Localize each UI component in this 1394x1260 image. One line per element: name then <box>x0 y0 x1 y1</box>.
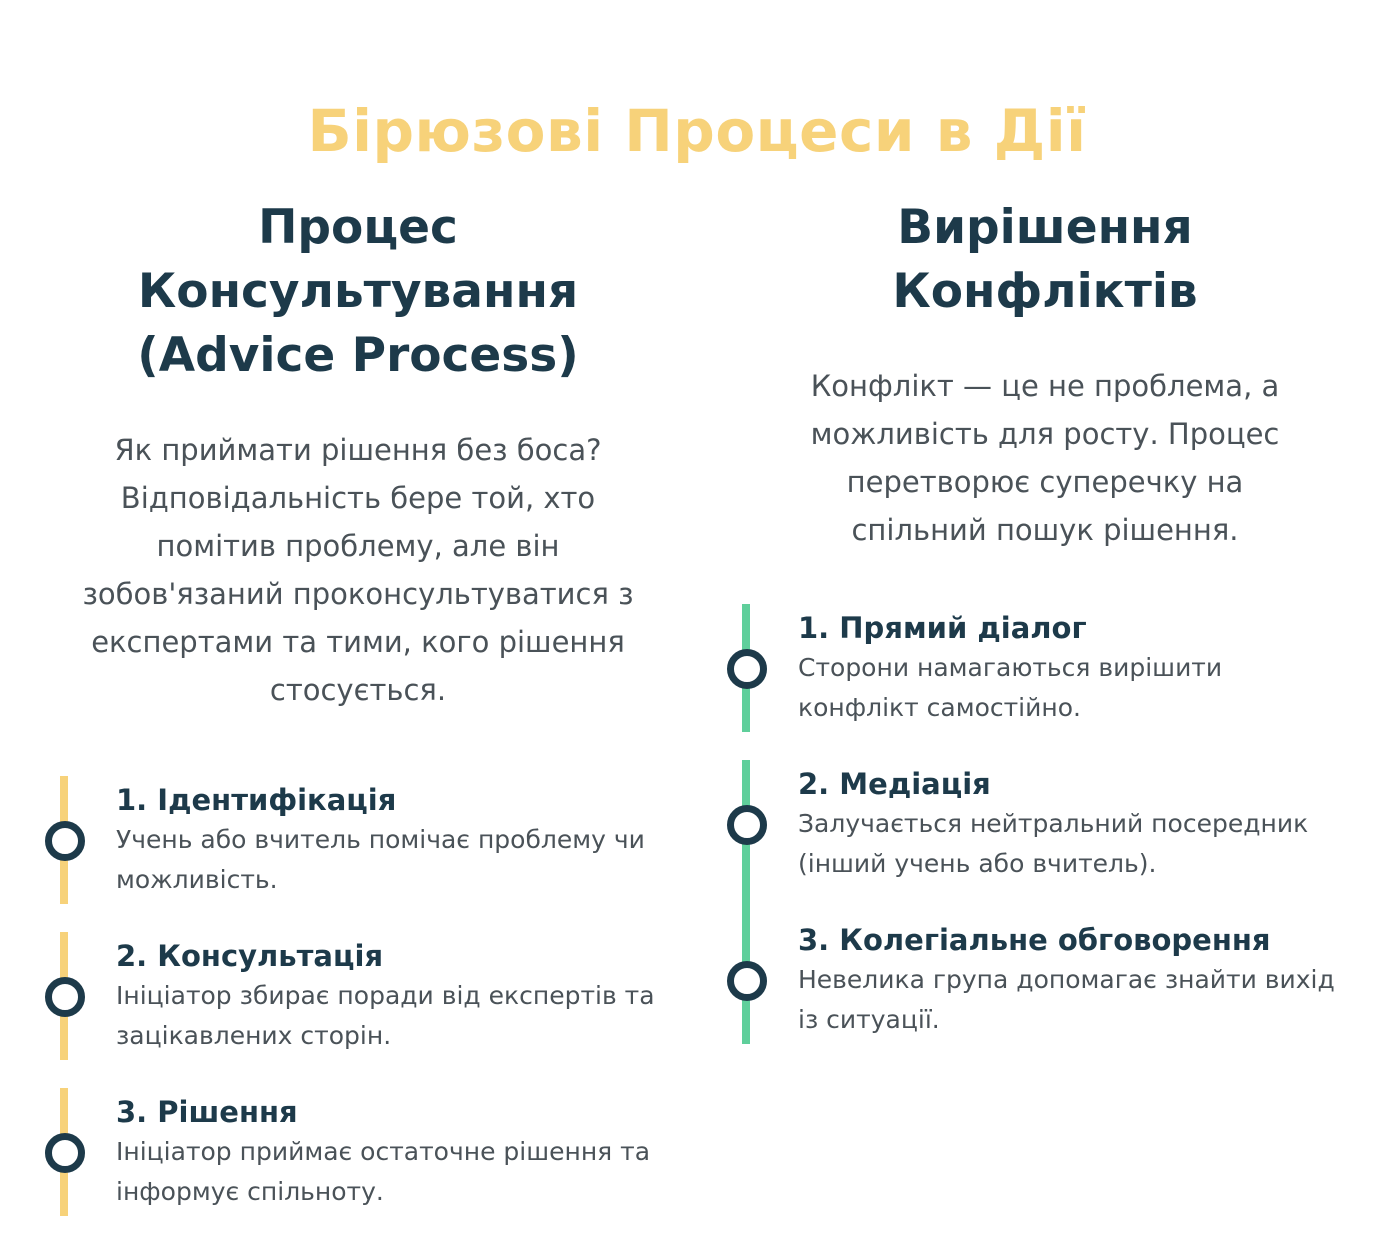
timeline-dot-icon <box>727 649 767 689</box>
advice-title-line-1: Процес <box>258 200 458 255</box>
advice-timeline <box>58 776 658 1212</box>
timeline-dot-icon <box>45 1133 85 1173</box>
timeline-dot-icon <box>45 821 85 861</box>
advice-process-title <box>58 196 658 388</box>
conflict-step-dialogue <box>740 604 1350 728</box>
step-description: Ініціатор збирає поради від експертів та зацікавлених сторін. <box>116 981 655 1050</box>
advice-title-line-3: (Advice Process) <box>137 328 579 383</box>
conflict-resolution-intro: Конфлікт — це не проблема, а можливість для росту. Процес перетворює суперечку на спільний пошук рішення. <box>810 369 1280 547</box>
advice-step-decision <box>58 1088 658 1212</box>
page-title: Бірюзові Процеси в Дії <box>307 96 1087 165</box>
advice-step-identification <box>58 776 658 900</box>
conflict-step-mediation <box>740 760 1350 884</box>
conflict-step-collegial-discussion <box>740 916 1350 1040</box>
timeline-dot-icon <box>727 805 767 845</box>
step-title: 3. Колегіальне обговорення <box>798 923 1271 957</box>
conflict-resolution-section <box>740 196 1350 1072</box>
step-description: Невелика група допомагає знайти вихід із ситуації. <box>798 965 1335 1034</box>
step-description: Ініціатор приймає остаточне рішення та інформує спільноту. <box>116 1137 651 1206</box>
advice-step-consultation <box>58 932 658 1056</box>
step-description: Залучається нейтральний посередник (інший учень або вчитель). <box>798 809 1309 878</box>
advice-title-line-2: Консультування <box>137 264 579 319</box>
conflict-timeline <box>740 604 1350 1040</box>
timeline-dot-icon <box>45 977 85 1017</box>
conflict-resolution-title: Вирішення Конфліктів <box>892 200 1198 319</box>
step-title: 3. Рішення <box>116 1095 298 1129</box>
step-description: Сторони намагаються вирішити конфлікт самостійно. <box>798 653 1223 722</box>
step-title: 2. Медіація <box>798 767 991 801</box>
step-title: 1. Ідентифікація <box>116 783 397 817</box>
step-description: Учень або вчитель помічає проблему чи можливість. <box>116 825 645 894</box>
advice-process-section <box>58 196 658 1244</box>
advice-process-intro: Як приймати рішення без боса? Відповідальність бере той, хто помітив проблему, але він зобов'язаний проконсультуватися з експертами та тими, кого рішення стосується. <box>82 433 634 707</box>
step-title: 2. Консультація <box>116 939 384 973</box>
step-title: 1. Прямий діалог <box>798 611 1087 645</box>
timeline-dot-icon <box>727 961 767 1001</box>
